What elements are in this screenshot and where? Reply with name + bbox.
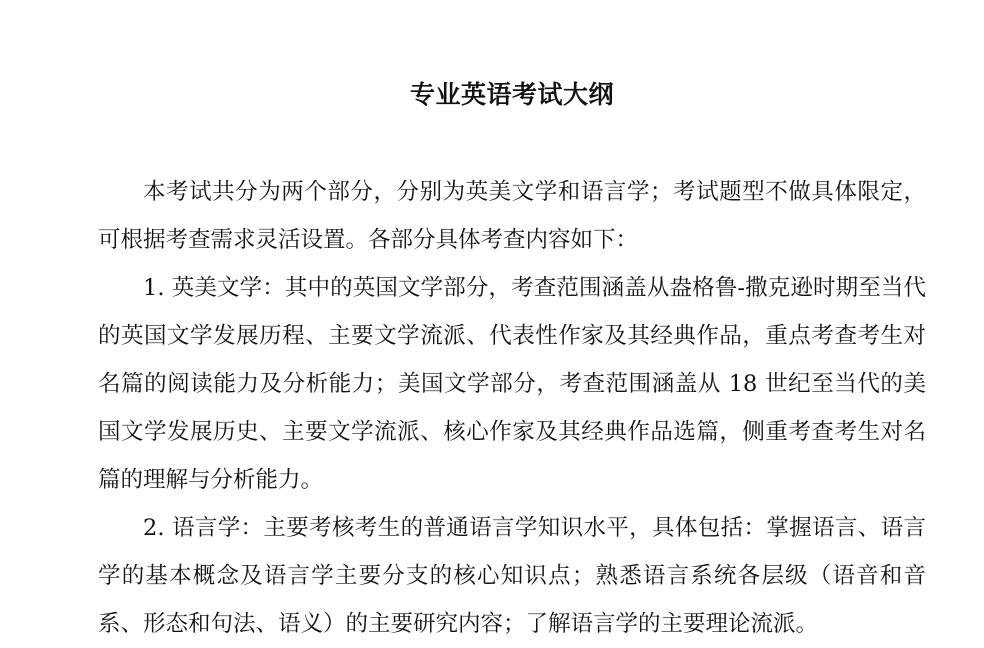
document-body bbox=[98, 168, 926, 648]
intro-paragraph: 本考试共分为两个部分，分别为英美文学和语言学；考试题型不做具体限定，可根据考查需求灵活设置。各部分具体考查内容如下： bbox=[98, 179, 926, 253]
literature-paragraph: 1. 英美文学：其中的英国文学部分，考查范围涵盖从盎格鲁-撒克逊时期至当代的英国文学发展历程、主要文学流派、代表性作家及其经典作品，重点考查考生对名篇的阅读能力及分析能力；美国文学部分，考查范围涵盖从 18 世纪至当代的美国文学发展历史、主要文学流派、核心作家及其经典作品选篇，侧重考查考生对名篇的理解与分析能力。 bbox=[98, 275, 926, 493]
document-title: 专业英语考试大纲 bbox=[409, 80, 614, 109]
linguistics-paragraph: 2. 语言学：主要考核考生的普通语言学知识水平，具体包括：掌握语言、语言学的基本概念及语言学主要分支的核心知识点；熟悉语言系统各层级（语音和音系、形态和句法、语义）的主要研究内容；了解语言学的主要理论流派。 bbox=[98, 515, 926, 637]
document-page bbox=[98, 0, 926, 648]
